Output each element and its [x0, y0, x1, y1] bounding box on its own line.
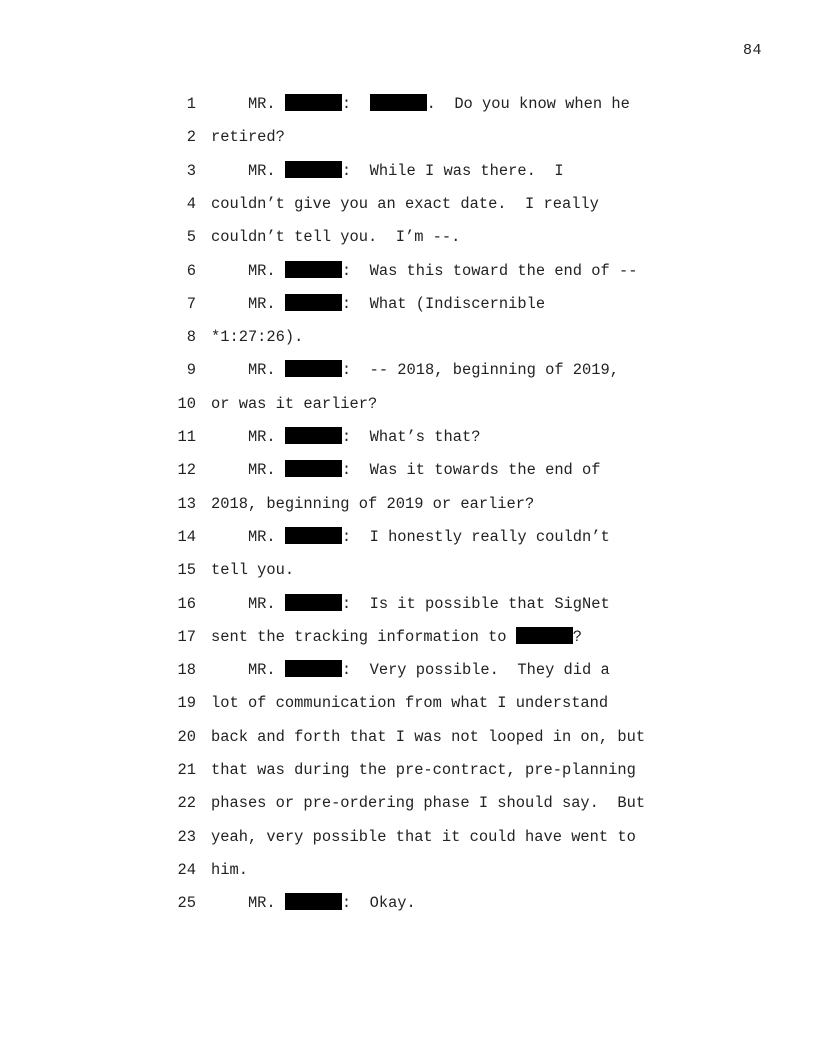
- line-text: [211, 221, 460, 254]
- transcript-line: [0, 188, 816, 221]
- line-text-segment: : What’s that?: [341, 428, 481, 446]
- line-text-segment: MR.: [211, 894, 285, 913]
- transcript-line: [0, 121, 816, 154]
- line-text-segment: retired?: [211, 128, 285, 147]
- line-text-segment: 2018, beginning of 2019 or earlier?: [211, 494, 535, 513]
- line-text-segment: tell you.: [211, 561, 295, 580]
- line-text: [211, 787, 645, 820]
- line-number: 12: [177, 461, 196, 480]
- line-text: [211, 155, 564, 188]
- redaction-box: [285, 261, 342, 278]
- transcript-line: [0, 588, 816, 621]
- page-number: 84: [742, 42, 762, 59]
- line-text-segment: MR.: [211, 161, 285, 180]
- line-number: 22: [177, 794, 196, 813]
- line-text: [211, 654, 610, 687]
- line-number: 25: [177, 894, 196, 913]
- line-number: 6: [186, 261, 196, 280]
- line-text-segment: : Is it possible that SigNet: [341, 594, 610, 613]
- line-number: 10: [177, 394, 196, 413]
- redaction-box: [285, 527, 342, 544]
- redaction-box: [285, 294, 342, 311]
- transcript-line: [0, 721, 816, 754]
- line-text-segment: MR.: [211, 261, 285, 280]
- transcript-line: [0, 454, 816, 487]
- transcript-line: [0, 754, 816, 787]
- redaction-box: [285, 460, 342, 477]
- line-text: [211, 721, 645, 754]
- line-text-segment: him.: [211, 860, 248, 879]
- line-text-segment: : Was it towards the end of: [341, 461, 601, 480]
- line-text: [211, 687, 608, 720]
- line-number: 11: [177, 428, 196, 446]
- line-text-segment: : What (Indiscernible: [341, 294, 546, 313]
- line-text: [211, 255, 637, 288]
- line-text-segment: :: [341, 95, 370, 113]
- line-text-segment: : -- 2018, beginning of 2019,: [341, 361, 619, 380]
- transcript-line: [0, 321, 816, 354]
- line-text-segment: that was during the pre-contract, pre-planning: [211, 761, 636, 779]
- line-text-segment: . Do you know when he: [426, 95, 630, 113]
- line-number: 7: [186, 294, 196, 313]
- line-number: 20: [177, 727, 196, 746]
- line-text-segment: : Very possible. They did a: [341, 661, 610, 680]
- line-text-segment: MR.: [211, 428, 285, 446]
- line-number: 5: [186, 228, 196, 247]
- line-text-segment: back and forth that I was not looped in on, but: [211, 727, 646, 746]
- line-number: 4: [186, 194, 196, 213]
- line-text-segment: : Okay.: [341, 894, 416, 913]
- redaction-box: [285, 360, 342, 377]
- line-text: [211, 321, 303, 354]
- line-number: 3: [186, 161, 196, 180]
- line-number: 16: [177, 594, 196, 613]
- line-number: 17: [177, 627, 196, 646]
- line-text-segment: MR.: [211, 461, 285, 480]
- line-text-segment: sent the tracking information to: [211, 627, 516, 646]
- line-text: [211, 121, 285, 154]
- line-text-segment: yeah, very possible that it could have went to: [211, 827, 636, 846]
- transcript-line: [0, 854, 816, 887]
- transcript-line: [0, 787, 816, 820]
- transcript-line: [0, 621, 816, 654]
- line-text: [211, 488, 534, 521]
- line-number: 2: [186, 128, 196, 147]
- transcript-line: [0, 221, 816, 254]
- transcript-line: [0, 288, 816, 321]
- line-text-segment: couldn’t tell you. I’m --.: [211, 228, 461, 247]
- line-text: [211, 588, 610, 621]
- line-number: 8: [186, 328, 196, 347]
- line-number: 14: [177, 527, 196, 546]
- redaction-box: [285, 161, 342, 178]
- line-text-segment: : Was this toward the end of --: [341, 261, 638, 280]
- line-text-segment: MR.: [211, 594, 285, 613]
- line-text: [211, 754, 636, 787]
- line-text: [211, 288, 545, 321]
- line-text-segment: MR.: [211, 294, 285, 313]
- line-text-segment: phases or pre-ordering phase I should say. But: [211, 794, 646, 813]
- line-text: [211, 188, 599, 221]
- redaction-box: [370, 94, 427, 111]
- line-number: 1: [186, 95, 196, 113]
- transcript-line: [0, 821, 816, 854]
- transcript-line: [0, 488, 816, 521]
- line-text-segment: MR.: [211, 527, 285, 546]
- redaction-box: [285, 94, 342, 111]
- transcript-line: [0, 88, 816, 121]
- line-text-segment: MR.: [211, 361, 285, 380]
- transcript-line: [0, 554, 816, 587]
- transcript-line: [0, 354, 816, 387]
- line-text-segment: lot of communication from what I understand: [211, 694, 609, 713]
- line-text: [211, 887, 416, 920]
- line-text: [211, 354, 619, 387]
- transcript-line: [0, 887, 816, 920]
- line-text: [211, 388, 377, 421]
- redaction-box: [285, 427, 342, 444]
- line-text-segment: : I honestly really couldn’t: [341, 527, 610, 546]
- line-text: [211, 521, 610, 554]
- line-text: [211, 821, 636, 854]
- transcript-line: [0, 654, 816, 687]
- transcript-line: [0, 255, 816, 288]
- transcript-line: [0, 388, 816, 421]
- transcript-line: [0, 421, 816, 454]
- line-text-segment: couldn’t give you an exact date. I really: [211, 194, 599, 213]
- line-number: 19: [177, 694, 196, 713]
- transcript-line: [0, 155, 816, 188]
- redaction-box: [285, 893, 342, 910]
- line-number: 18: [177, 661, 196, 680]
- line-number: 15: [177, 561, 196, 580]
- line-number: 23: [177, 827, 196, 846]
- line-text: [211, 621, 582, 654]
- line-text: [211, 88, 630, 121]
- transcript-line: [0, 687, 816, 720]
- line-number: 13: [177, 494, 196, 513]
- line-text: [211, 554, 294, 587]
- line-text-segment: : While I was there. I: [341, 161, 564, 180]
- line-text-segment: *1:27:26).: [211, 328, 304, 347]
- line-text-segment: MR.: [211, 661, 285, 680]
- line-text-segment: MR.: [211, 95, 285, 113]
- line-number: 21: [177, 761, 196, 779]
- line-text: [211, 421, 480, 454]
- line-text: [211, 454, 601, 487]
- line-number: 9: [186, 361, 196, 380]
- line-text-segment: ?: [572, 627, 583, 646]
- transcript-line: [0, 521, 816, 554]
- line-number: 24: [177, 860, 196, 879]
- redaction-box: [285, 660, 342, 677]
- redaction-box: [516, 627, 573, 644]
- line-text: [211, 854, 248, 887]
- redaction-box: [285, 594, 342, 611]
- line-text-segment: or was it earlier?: [211, 394, 378, 413]
